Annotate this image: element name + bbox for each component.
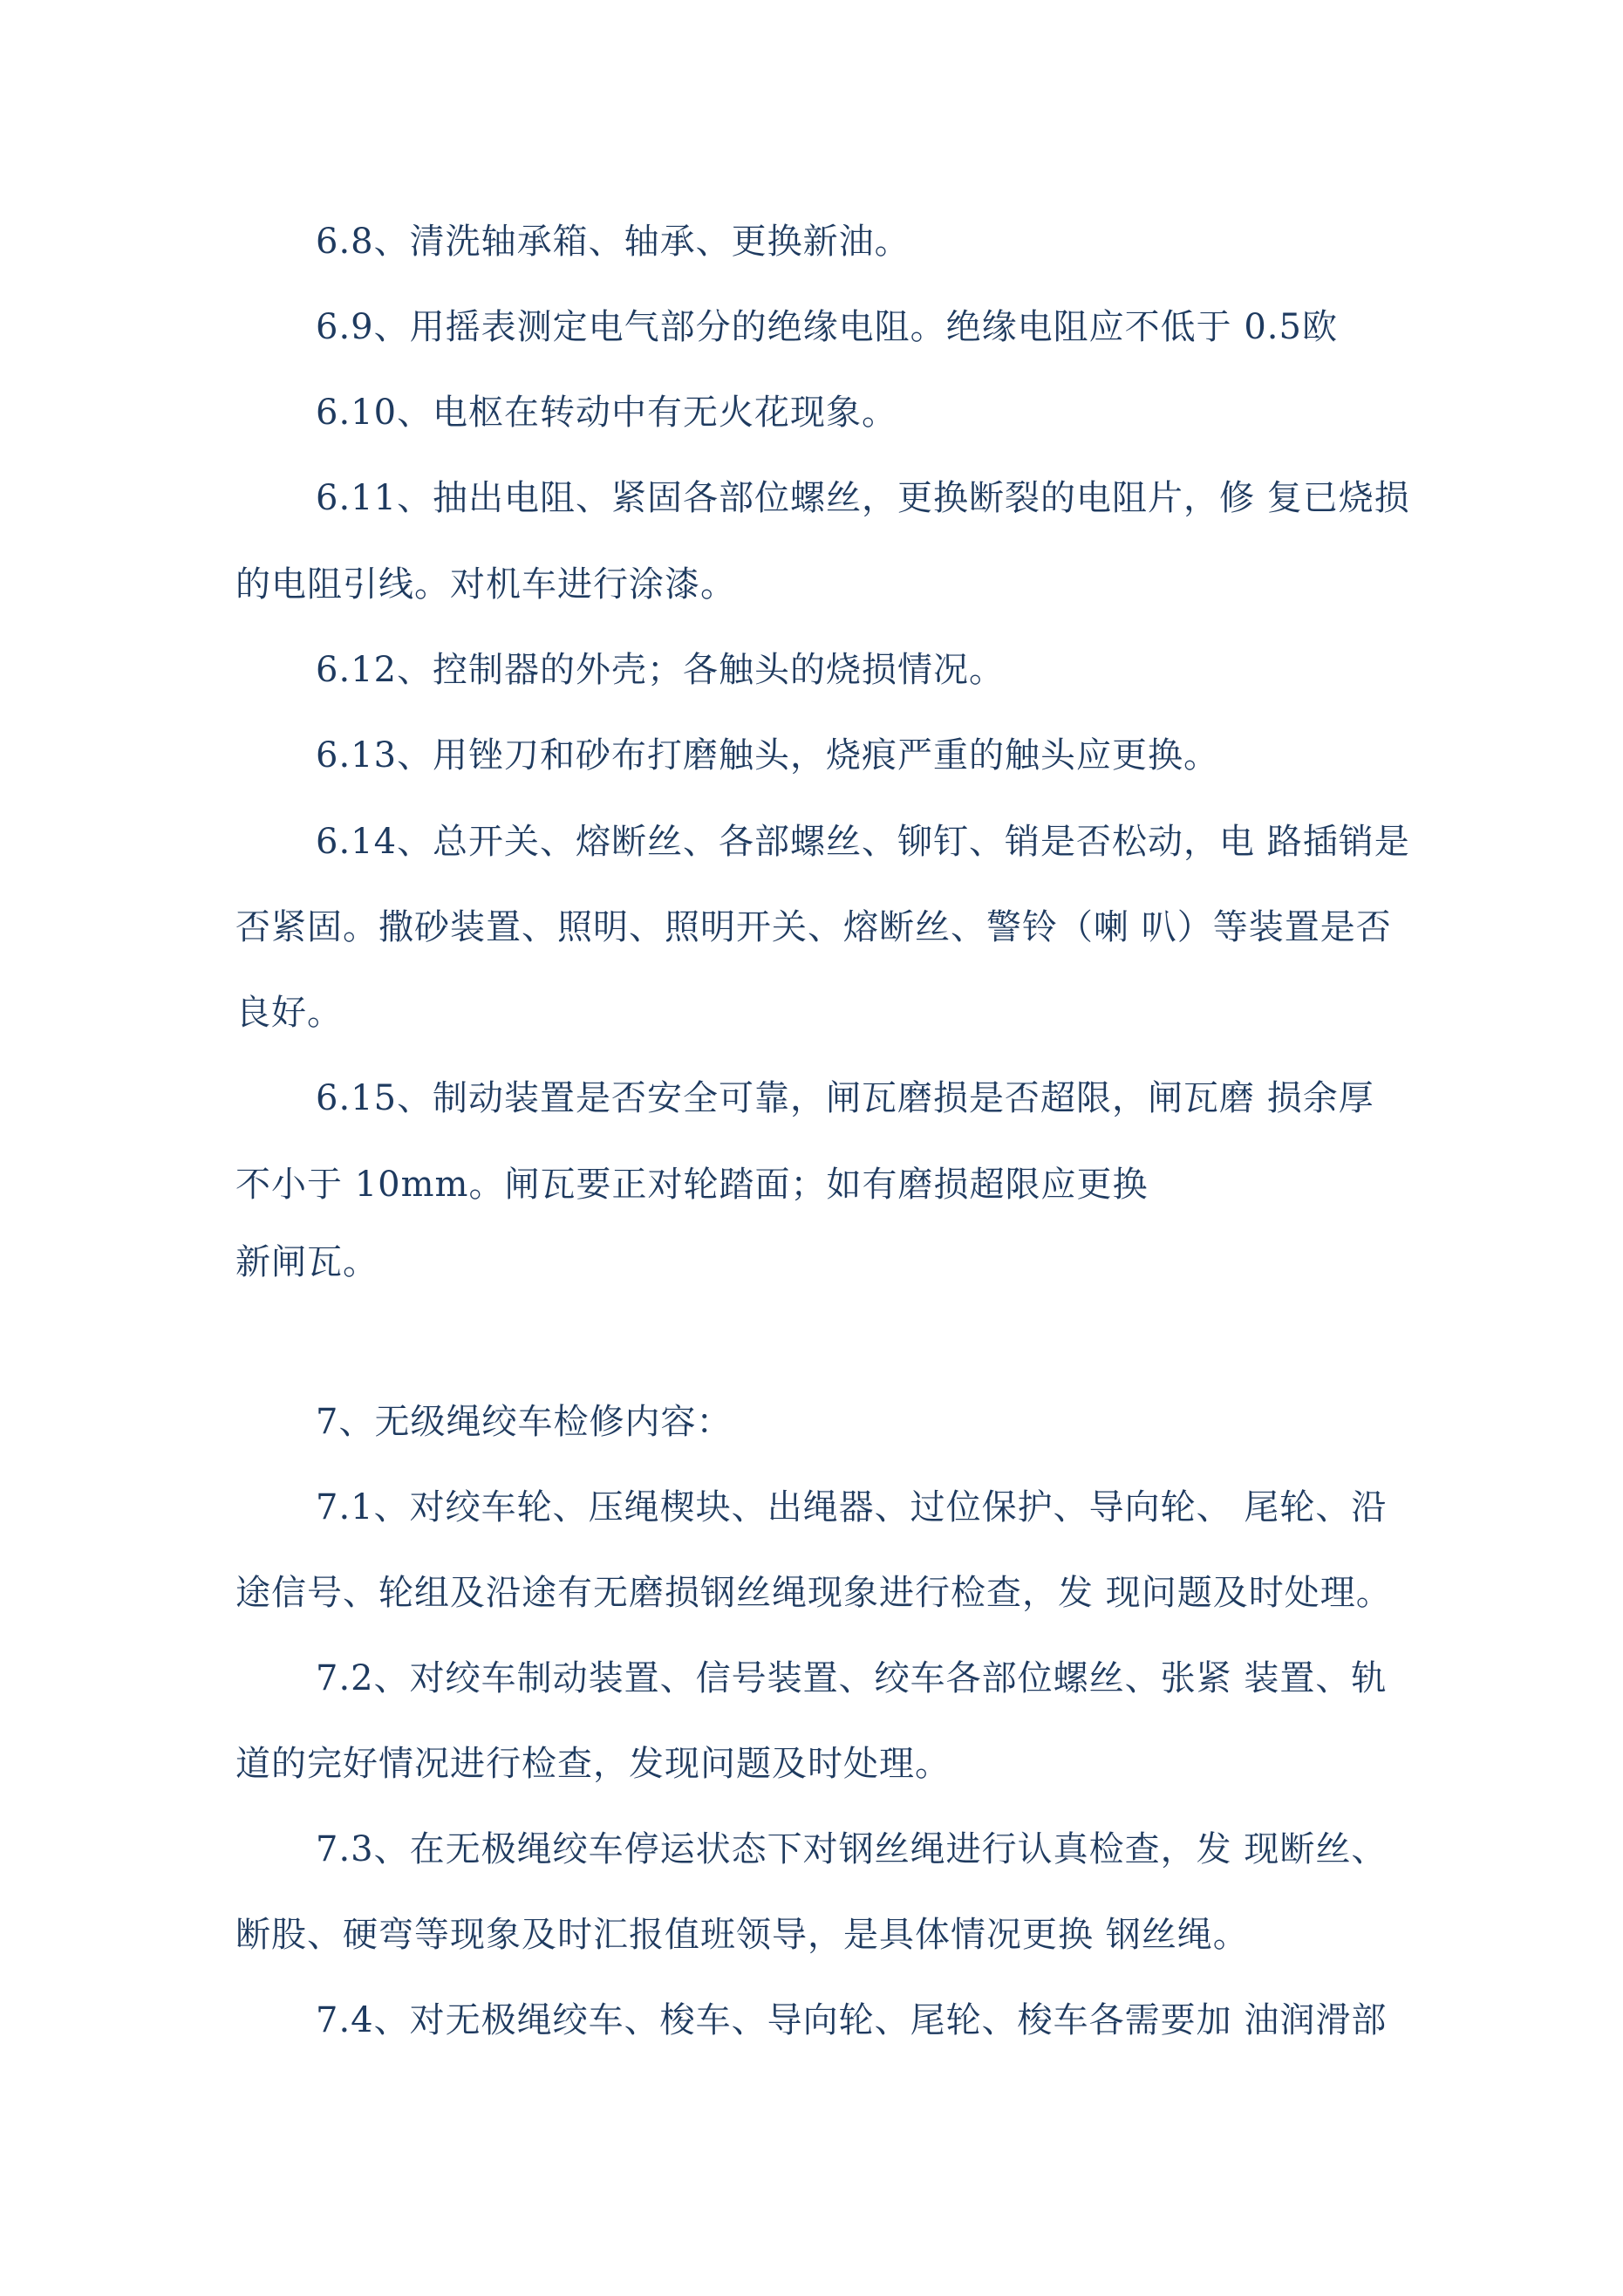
paragraph-6-8: 6.8、清洗轴承箱、轴承、更换新油。 <box>316 222 910 262</box>
paragraph-7-4: 7.4、对无极绳绞车、梭车、导向轮、尾轮、梭车各需要加 油润滑部 <box>316 2000 1388 2040</box>
paragraph-6-10: 6.10、电枢在转动中有无火花现象。 <box>316 393 898 433</box>
paragraph-6-14-cont: 否紧固。撒砂装置、照明、照明开关、熔断丝、警铃（喇 叭）等装置是否 <box>235 907 1392 947</box>
paragraph-7-3-cont: 断股、硬弯等现象及时汇报值班领导，是具体情况更换 钢丝绳。 <box>235 1915 1249 1955</box>
paragraph-7-3: 7.3、在无极绳绞车停运状态下对钢丝绳进行认真检查，发 现断丝、 <box>316 1829 1388 1869</box>
paragraph-7-1-cont: 途信号、轮组及沿途有无磨损钢丝绳现象进行检查，发 现问题及时处理。 <box>235 1573 1392 1613</box>
paragraph-6-15-cont2: 新闸瓦。 <box>235 1242 378 1282</box>
paragraph-6-14: 6.14、总开关、熔断丝、各部螺丝、铆钉、销是否松动，电 路插销是 <box>316 822 1410 862</box>
paragraph-6-11-cont: 的电阻引线。对机车进行涂漆。 <box>235 564 736 605</box>
paragraph-6-9: 6.9、用摇表测定电气部分的绝缘电阻。绝缘电阻应不低于 0.5欧 <box>316 307 1338 347</box>
section-7-heading: 7、无级绳绞车检修内容： <box>316 1402 733 1442</box>
paragraph-6-14-cont2: 良好。 <box>235 993 343 1033</box>
paragraph-6-11: 6.11、抽出电阻、紧固各部位螺丝，更换断裂的电阻片，修 复已烧损 <box>316 478 1410 518</box>
paragraph-6-13: 6.13、用锉刀和砂布打磨触头，烧痕严重的触头应更换。 <box>316 735 1220 776</box>
paragraph-7-2: 7.2、对绞车制动装置、信号装置、绞车各部位螺丝、张紧 装置、轨 <box>316 1658 1388 1698</box>
paragraph-6-15: 6.15、制动装置是否安全可靠，闸瓦磨损是否超限，闸瓦磨 损余厚 <box>316 1078 1374 1118</box>
paragraph-7-2-cont: 道的完好情况进行检查，发现问题及时处理。 <box>235 1744 951 1784</box>
paragraph-6-15-cont: 不小于 10mm。闸瓦要正对轮踏面；如有磨损超限应更换 <box>235 1165 1149 1205</box>
paragraph-6-12: 6.12、控制器的外壳；各触头的烧损情况。 <box>316 650 1006 690</box>
paragraph-7-1: 7.1、对绞车轮、压绳楔块、出绳器、过位保护、导向轮、 尾轮、沿 <box>316 1487 1388 1527</box>
